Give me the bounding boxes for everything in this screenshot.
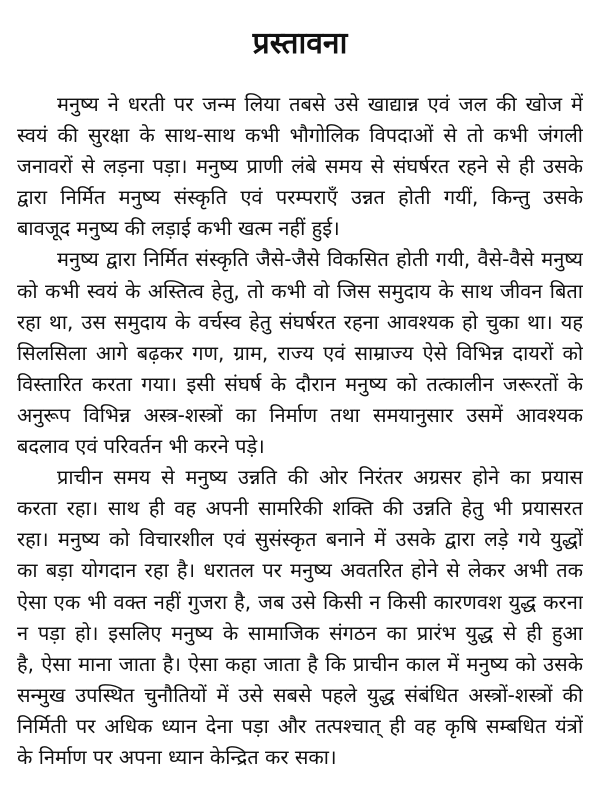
body-text bbox=[17, 89, 583, 773]
page-title: प्रस्तावना bbox=[252, 26, 348, 61]
text-line: न पड़ा हो। इसलिए मनुष्य के सामाजिक संगठन का प्रारंभ युद्ध से ही हुआ bbox=[17, 620, 583, 645]
text-line: करता रहा। साथ ही वह अपनी सामरिकी शक्ति की उन्नति हेतु भी प्रयासरत bbox=[17, 496, 583, 521]
text-line: बावजूद मनुष्य की लड़ाई कभी खत्म नहीं हुई। bbox=[17, 216, 340, 241]
text-line: सिलसिला आगे बढ़कर गण, ग्राम, राज्य एवं साम्राज्य ऐसे विभिन्न दायरों को bbox=[17, 340, 583, 365]
text-line: है, ऐसा माना जाता है। ऐसा कहा जाता है कि प्राचीन काल में मनुष्य को उसके bbox=[17, 651, 583, 676]
text-line: द्वारा निर्मित मनुष्य संस्कृति एवं परम्पराएँ उन्नत होती गयीं, किन्तु उसके bbox=[17, 185, 583, 210]
text-line: निर्मिती पर अधिक ध्यान देना पड़ा और तत्पश्चात् ही वह कृषि सम्बधित यंत्रों bbox=[17, 713, 583, 738]
text-line: रहा था, उस समुदाय के वर्चस्व हेतु संघर्षरत रहना आवश्यक हो चुका था। यह bbox=[17, 309, 583, 334]
text-line: को कभी स्वयं के अस्तित्व हेतु, तो कभी वो जिस समुदाय के साथ जीवन बिता bbox=[17, 278, 583, 303]
text-line: अनुरूप विभिन्न अस्त्र-शस्त्रों का निर्माण तथा समयानुसार उसमें आवश्यक bbox=[17, 402, 583, 427]
text-line: प्राचीन समय से मनुष्य उन्नति की ओर निरंतर अग्रसर होने का प्रयास bbox=[57, 465, 583, 490]
text-line: सन्मुख उपस्थित चुनौतियों में उसे सबसे पहले युद्ध संबंधित अस्त्रों-शस्त्रों की bbox=[17, 682, 583, 707]
text-line: रहा। मनुष्य को विचारशील एवं सुसंस्कृत बनाने में उसके द्वारा लड़े गये युद्धों bbox=[17, 527, 583, 552]
text-line: के निर्माण पर अपना ध्यान केन्द्रित कर सका। bbox=[17, 744, 337, 769]
text-line: ऐसा एक भी वक्त नहीं गुजरा है, जब उसे किसी न किसी कारणवश युद्ध करना bbox=[17, 589, 583, 614]
text-line: विस्तारित करता गया। इसी संघर्ष के दौरान मनुष्य को तत्कालीन जरूरतों के bbox=[17, 371, 583, 396]
text-line: मनुष्य ने धरती पर जन्म लिया तबसे उसे खाद्यान्न एवं जल की खोज में bbox=[57, 92, 583, 116]
text-line: जनावरों से लड़ना पड़ा। मनुष्य प्राणी लंबे समय से संघर्षरत रहने से ही उसके bbox=[17, 154, 583, 179]
text-line: स्वयं की सुरक्षा के साथ-साथ कभी भौगोलिक विपदाओं से तो कभी जंगली bbox=[17, 123, 583, 148]
text-line: का बड़ा योगदान रहा है। धरातल पर मनुष्य अवतरित होने से लेकर अभी तक bbox=[17, 558, 583, 583]
text-line: बदलाव एवं परिवर्तन भी करने पड़े। bbox=[17, 434, 265, 459]
text-line: मनुष्य द्वारा निर्मित संस्कृति जैसे-जैसे विकसित होती गयी, वैसे-वैसे मनुष्य bbox=[57, 247, 583, 272]
